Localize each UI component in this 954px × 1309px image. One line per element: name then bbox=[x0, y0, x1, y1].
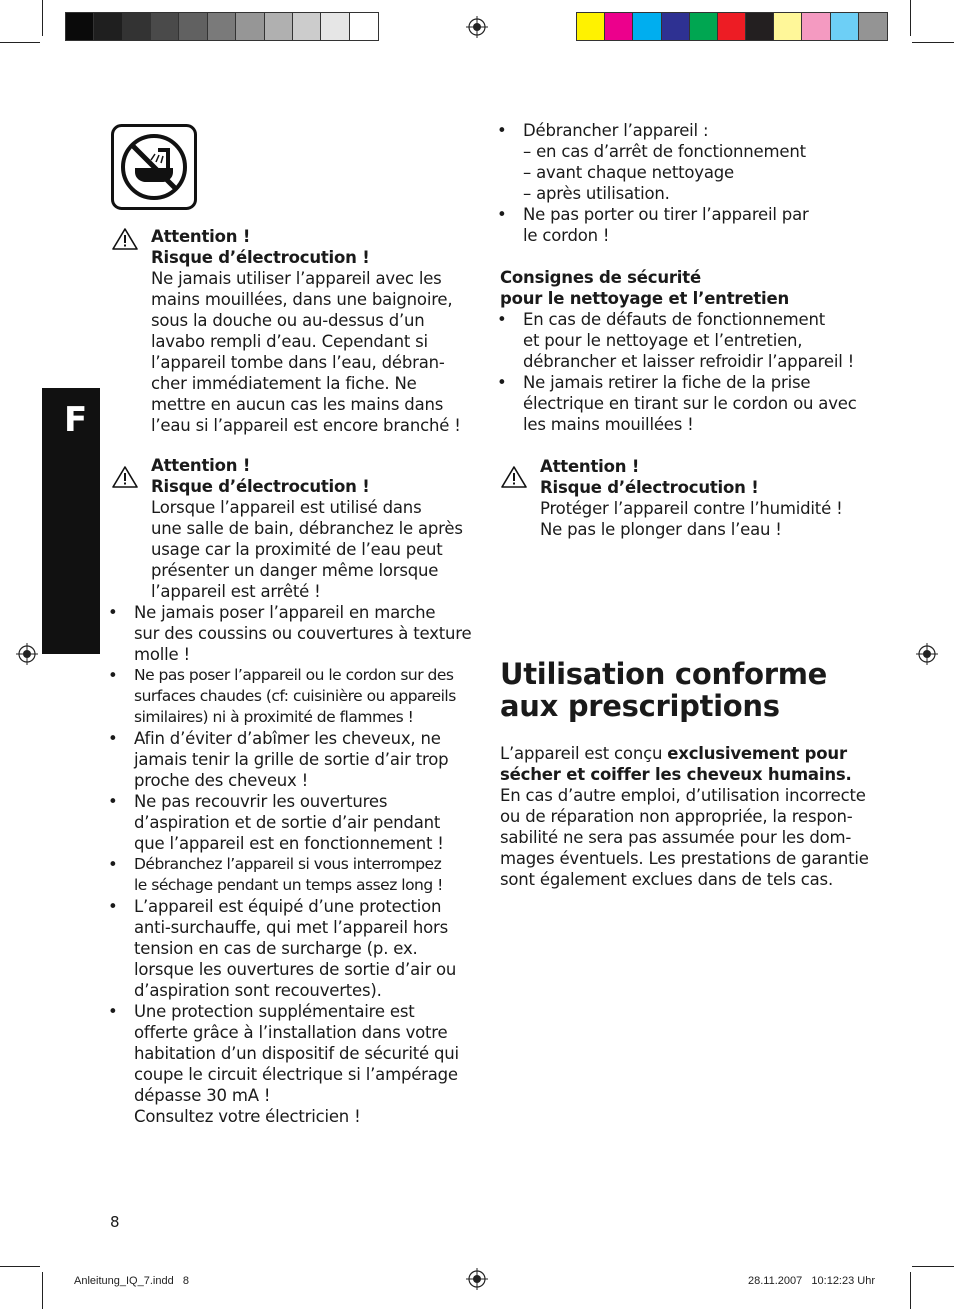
unplug-bullet-list bbox=[497, 120, 809, 246]
warning-subheading: Risque d’électrocution ! bbox=[540, 478, 759, 497]
bullet-text-line: – avant chaque nettoyage bbox=[523, 163, 734, 182]
bullet-text-line: lorsque les ouvertures de sortie d’air ou bbox=[134, 960, 457, 979]
bullet-text-line: molle ! bbox=[134, 645, 190, 664]
color-swatch bbox=[718, 13, 746, 40]
bullet-text-line: le cordon ! bbox=[523, 226, 610, 245]
bullet-text-line: tension en cas de surcharge (p. ex. bbox=[134, 939, 418, 958]
bullet-item bbox=[497, 372, 857, 435]
language-tab-letter: F bbox=[64, 400, 88, 440]
bullet-text-line: dépasse 30 mA ! bbox=[134, 1086, 271, 1105]
warning-text-line: usage car la proximité de l’eau peut bbox=[151, 540, 443, 559]
grayscale-calibration-bar bbox=[65, 12, 379, 41]
bullet-text-line: L’appareil est équipé d’une protection bbox=[134, 897, 442, 916]
bullet-text-line: coupe le circuit électrique si l’ampérage bbox=[134, 1065, 458, 1084]
usage-text-line: mages éventuels. Les prestations de garantie bbox=[500, 849, 869, 868]
warning-text-line: Lorsque l’appareil est utilisé dans bbox=[151, 498, 422, 517]
warning-block-1 bbox=[151, 226, 461, 436]
bullet-text-line: Débrancher l’appareil : bbox=[523, 121, 709, 140]
bullet-marker: • bbox=[497, 373, 507, 392]
bullet-text-line: anti-surchauffe, qui met l’appareil hors bbox=[134, 918, 449, 937]
warning-triangle-icon bbox=[112, 228, 138, 250]
bullet-marker: • bbox=[108, 666, 118, 685]
color-swatch bbox=[66, 13, 94, 40]
bullet-text-line: proche des cheveux ! bbox=[134, 771, 309, 790]
bullet-text-line: habitation d’un dispositif de sécurité qui bbox=[134, 1044, 459, 1063]
color-swatch bbox=[123, 13, 151, 40]
warning-block-2 bbox=[151, 455, 463, 602]
bullet-text-line: Débranchez l’appareil si vous interrompez bbox=[134, 855, 442, 873]
bullet-text-line: Ne pas poser l’appareil ou le cordon sur des bbox=[134, 666, 454, 684]
bullet-text-line: surfaces chaudes (cf: cuisinière ou appareils bbox=[134, 687, 456, 705]
bullet-text-line: – en cas d’arrêt de fonctionnement bbox=[523, 142, 806, 161]
bullet-text-line: et pour le nettoyage et l’entretien, bbox=[523, 331, 803, 350]
bullet-item bbox=[497, 204, 809, 246]
registration-mark-icon bbox=[916, 643, 938, 665]
cleaning-heading-line: pour le nettoyage et l’entretien bbox=[500, 289, 790, 308]
color-swatch bbox=[577, 13, 605, 40]
usage-text-emphasis: sécher et coiffer les cheveux humains. bbox=[500, 765, 852, 784]
usage-title-line: Utilisation conforme bbox=[500, 657, 828, 691]
warning-text-line: Ne jamais utiliser l’appareil avec les bbox=[151, 269, 442, 288]
bullet-text-line: Afin d’éviter d’abîmer les cheveux, ne bbox=[134, 729, 441, 748]
page-number: 8 bbox=[110, 1213, 120, 1231]
no-bathtub-icon bbox=[111, 124, 197, 210]
warning-heading: Attention ! bbox=[540, 457, 640, 476]
registration-mark-icon bbox=[466, 1268, 488, 1290]
bullet-item bbox=[108, 791, 471, 854]
color-swatch bbox=[802, 13, 830, 40]
warning-text-line: Protéger l’appareil contre l’humidité ! bbox=[540, 499, 843, 518]
crop-mark bbox=[912, 42, 954, 43]
bullet-text-line: Ne jamais poser l’appareil en marche bbox=[134, 603, 436, 622]
color-swatch bbox=[662, 13, 690, 40]
bullet-item bbox=[108, 728, 471, 791]
cleaning-heading-line: Consignes de sécurité bbox=[500, 268, 701, 287]
color-swatch bbox=[265, 13, 293, 40]
safety-bullet-list bbox=[108, 602, 472, 1127]
usage-text-normal: L’appareil est conçu bbox=[500, 744, 668, 763]
cleaning-section-heading bbox=[500, 267, 789, 309]
bullet-text-line: Ne pas recouvrir les ouvertures bbox=[134, 792, 388, 811]
bullet-text-line: En cas de défauts de fonctionnement bbox=[523, 310, 826, 329]
warning-subheading: Risque d’électrocution ! bbox=[151, 477, 370, 496]
warning-text-line: l’appareil tombe dans l’eau, débran- bbox=[151, 353, 445, 372]
bullet-item bbox=[108, 854, 471, 896]
language-tab bbox=[42, 388, 100, 654]
crop-mark bbox=[0, 42, 40, 43]
color-swatch bbox=[350, 13, 378, 40]
crop-mark bbox=[910, 0, 911, 36]
usage-text-line: sabilité ne sera pas assumée pour les dom- bbox=[500, 828, 852, 847]
color-swatch bbox=[605, 13, 633, 40]
bullet-item bbox=[108, 1001, 471, 1127]
color-swatch bbox=[690, 13, 718, 40]
color-swatch bbox=[321, 13, 349, 40]
color-swatch bbox=[94, 13, 122, 40]
warning-text-line: mettre en aucun cas les mains dans bbox=[151, 395, 444, 414]
bullet-text-line: d’aspiration sont recouvertes). bbox=[134, 981, 382, 1000]
bullet-marker: • bbox=[108, 603, 118, 622]
bullet-item bbox=[497, 120, 809, 204]
crop-mark bbox=[912, 1266, 954, 1267]
warning-triangle-icon bbox=[501, 466, 527, 488]
registration-mark-icon bbox=[466, 16, 488, 38]
bullet-text-line: Ne pas porter ou tirer l’appareil par bbox=[523, 205, 809, 224]
bullet-text-line: offerte grâce à l’installation dans votre bbox=[134, 1023, 448, 1042]
warning-triangle-icon bbox=[112, 466, 138, 488]
bullet-marker: • bbox=[497, 121, 507, 140]
bullet-item bbox=[108, 896, 471, 1001]
color-swatch bbox=[633, 13, 661, 40]
registration-mark-icon bbox=[16, 643, 38, 665]
warning-block-3 bbox=[540, 456, 843, 540]
usage-text-emphasis: exclusivement pour bbox=[667, 744, 847, 763]
color-swatch bbox=[179, 13, 207, 40]
bullet-marker: • bbox=[108, 792, 118, 811]
bullet-text-line: Ne jamais retirer la fiche de la prise bbox=[523, 373, 811, 392]
bullet-item bbox=[497, 309, 857, 372]
crop-mark bbox=[42, 0, 43, 36]
color-swatch bbox=[831, 13, 859, 40]
bullet-marker: • bbox=[108, 1002, 118, 1021]
color-swatch bbox=[293, 13, 321, 40]
color-swatch bbox=[774, 13, 802, 40]
color-swatch bbox=[859, 13, 887, 40]
bullet-marker: • bbox=[497, 205, 507, 224]
bullet-text-line: sur des coussins ou couvertures à texture bbox=[134, 624, 472, 643]
bullet-text-line: que l’appareil est en fonctionnement ! bbox=[134, 834, 444, 853]
bullet-item bbox=[108, 665, 471, 728]
color-swatch bbox=[236, 13, 264, 40]
bullet-marker: • bbox=[497, 310, 507, 329]
usage-text-line: ou de réparation non appropriée, la respon- bbox=[500, 807, 853, 826]
warning-text-line: lavabo rempli d’eau. Cependant si bbox=[151, 332, 428, 351]
bullet-text-line: – après utilisation. bbox=[523, 184, 670, 203]
bullet-text-line: le séchage pendant un temps assez long ! bbox=[134, 876, 443, 894]
bullet-text-line: électrique en tirant sur le cordon ou avec bbox=[523, 394, 857, 413]
color-swatch bbox=[151, 13, 179, 40]
crop-mark bbox=[0, 1266, 40, 1267]
bullet-text-line: Consultez votre électricien ! bbox=[134, 1107, 361, 1126]
crop-mark bbox=[42, 1272, 43, 1309]
warning-text-line: présenter un danger même lorsque bbox=[151, 561, 439, 580]
usage-title-line: aux prescriptions bbox=[500, 689, 780, 723]
bullet-item bbox=[108, 602, 472, 665]
warning-heading: Attention ! bbox=[151, 456, 251, 475]
bullet-marker: • bbox=[108, 897, 118, 916]
footer-file-info: Anleitung_IQ_7.indd 8 bbox=[74, 1275, 189, 1287]
bullet-text-line: les mains mouillées ! bbox=[523, 415, 694, 434]
warning-text-line: Ne pas le plonger dans l’eau ! bbox=[540, 520, 782, 539]
warning-subheading: Risque d’électrocution ! bbox=[151, 248, 370, 267]
usage-text-line bbox=[500, 743, 869, 764]
warning-text-line: une salle de bain, débranchez le après bbox=[151, 519, 463, 538]
cleaning-bullet-list bbox=[497, 309, 857, 435]
usage-section-title bbox=[500, 658, 827, 722]
bullet-text-line: Une protection supplémentaire est bbox=[134, 1002, 415, 1021]
bullet-text-line: débrancher et laisser refroidir l’appareil ! bbox=[523, 352, 855, 371]
warning-text-line: l’eau si l’appareil est encore branché ! bbox=[151, 416, 461, 435]
color-swatch bbox=[746, 13, 774, 40]
warning-text-line: sous la douche ou au-dessus d’un bbox=[151, 311, 425, 330]
bullet-marker: • bbox=[108, 855, 118, 874]
warning-text-line: mains mouillées, dans une baignoire, bbox=[151, 290, 453, 309]
warning-heading: Attention ! bbox=[151, 227, 251, 246]
crop-mark bbox=[910, 1272, 911, 1309]
warning-text-line: l’appareil est arrêté ! bbox=[151, 582, 321, 601]
color-calibration-bar bbox=[576, 12, 888, 41]
bullet-text-line: jamais tenir la grille de sortie d’air trop bbox=[134, 750, 449, 769]
footer-timestamp: 28.11.2007 10:12:23 Uhr bbox=[748, 1275, 876, 1287]
warning-text-line: cher immédiatement la fiche. Ne bbox=[151, 374, 417, 393]
usage-text-line: sont également exclues dans de tels cas. bbox=[500, 870, 833, 889]
usage-text-line: En cas d’autre emploi, d’utilisation incorrecte bbox=[500, 786, 866, 805]
bullet-text-line: similaires) ni à proximité de flammes ! bbox=[134, 708, 414, 726]
bullet-text-line: d’aspiration et de sortie d’air pendant bbox=[134, 813, 441, 832]
bullet-marker: • bbox=[108, 729, 118, 748]
color-swatch bbox=[208, 13, 236, 40]
usage-paragraph bbox=[500, 743, 869, 890]
